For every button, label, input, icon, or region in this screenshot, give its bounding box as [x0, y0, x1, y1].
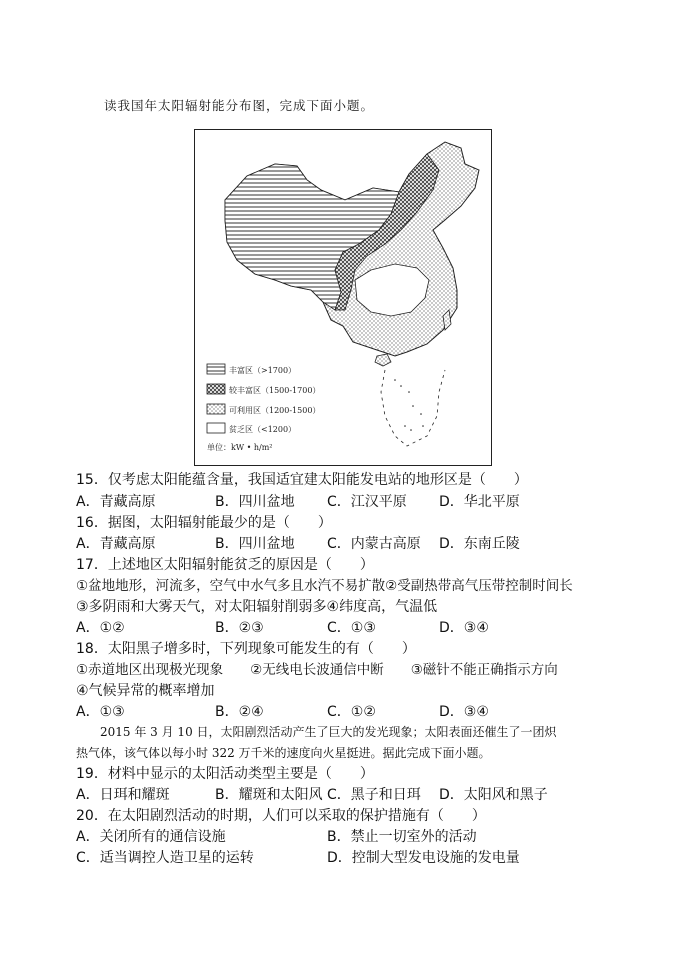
- question-20-stem: 20．在太阳剧烈活动的时期，人们可以采取的保护措施有（ ）: [76, 808, 486, 824]
- legend-unit: 单位：kW • h/m²: [207, 443, 273, 452]
- option: B．耀斑和太阳风: [215, 787, 323, 803]
- material-paragraph: 热气体，该气体以每小时 322 万千米的速度向火星挺进。据此完成下面小题。: [76, 746, 491, 760]
- option: A．关闭所有的通信设施: [76, 829, 226, 845]
- option: B．②③: [215, 620, 264, 636]
- question-16-stem: 16．据图，太阳辐射能最少的是（ ）: [76, 515, 332, 531]
- option: C．①②: [327, 704, 376, 720]
- map-legend: [207, 364, 320, 452]
- china-map-graphic: [195, 130, 491, 465]
- question-19-stem: 19．材料中显示的太阳活动类型主要是（ ）: [76, 766, 374, 782]
- legend-label: 丰富区（>1700）: [229, 366, 297, 375]
- question-18-statements: ④气候异常的概率增加: [76, 683, 215, 699]
- question-18-statements: ①赤道地区出现极光现象 ②无线电长波通信中断 ③磁针不能正确指示方向: [76, 662, 558, 678]
- option: C．黑子和日珥: [327, 787, 421, 803]
- option: D．③④: [439, 704, 489, 720]
- intro-text: 读我国年太阳辐射能分布图，完成下面小题。: [104, 98, 375, 113]
- option: A．青藏高原: [76, 536, 156, 552]
- question-17-stem: 17．上述地区太阳辐射能贫乏的原因是（ ）: [76, 557, 374, 573]
- map-hainan-island: [375, 354, 391, 366]
- option: A．青藏高原: [76, 494, 156, 510]
- option: D．③④: [439, 620, 489, 636]
- option: D．东南丘陵: [439, 536, 520, 552]
- material-paragraph: 2015 年 3 月 10 日，太阳剧烈活动产生了巨大的发光现象；太阳表面还催生了一团炽: [76, 725, 557, 739]
- map-south-sea-line: [381, 370, 445, 446]
- question-17-statements: ③多阴雨和大雾天气，对太阳辐射削弱多④纬度高，气温低: [76, 599, 438, 615]
- option: B．四川盆地: [215, 536, 295, 552]
- option: A．日珥和耀斑: [76, 787, 170, 803]
- option: D．太阳风和黑子: [439, 787, 548, 803]
- option: C．①③: [327, 620, 376, 636]
- question-17-statements: ①盆地地形，河流多，空气中水气多且水汽不易扩散②受副热带高气压带控制时间长: [76, 578, 573, 594]
- option: C．适当调控人造卫星的运转: [76, 850, 254, 866]
- option: B．②④: [215, 704, 264, 720]
- option: C．内蒙古高原: [327, 536, 421, 552]
- option: B．禁止一切室外的活动: [327, 829, 477, 845]
- solar-radiation-map: [194, 129, 492, 466]
- option: A．①②: [76, 620, 125, 636]
- option: A．①③: [76, 704, 125, 720]
- legend-label: 较丰富区（1500-1700）: [229, 386, 321, 395]
- legend-label: 贫乏区（<1200）: [229, 425, 297, 434]
- option: D．华北平原: [439, 494, 520, 510]
- question-15-stem: 15．仅考虑太阳能蕴含量，我国适宜建太阳能发电站的地形区是（ ）: [76, 472, 528, 488]
- map-islands: [394, 379, 424, 431]
- option: B．四川盆地: [215, 494, 295, 510]
- question-18-stem: 18．太阳黑子增多时，下列现象可能发生的有（ ）: [76, 641, 416, 657]
- option: C．江汉平原: [327, 494, 407, 510]
- option: D．控制大型发电设施的发电量: [327, 850, 520, 866]
- legend-label: 可利用区（1200-1500）: [229, 406, 321, 415]
